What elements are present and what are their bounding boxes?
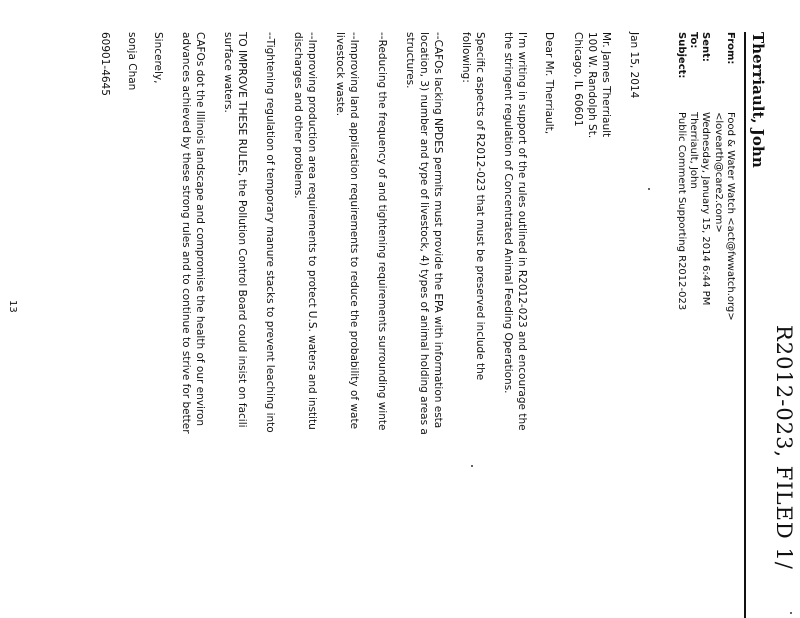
paragraph-line: following: [460, 32, 472, 83]
from-label: From: [725, 32, 736, 65]
address-line: 100 W. Randolph St. [586, 32, 598, 139]
paragraph-line: I'm writing in support of the rules outlined in R2012-023 and encourage the [516, 32, 528, 431]
bullet-line: location, 3) number and type of livestock, 4) types of animal holding areas a [418, 32, 430, 435]
page-number: 13 [7, 300, 18, 313]
bullet-line: --CAFOs lacking NPDES permits must provide the EPA with information esta [432, 32, 444, 429]
scan-speck [648, 188, 650, 190]
bullet-line: --Improving land application requirements to reduce the probability of wate [348, 32, 360, 430]
to-label: To: [688, 32, 699, 49]
from-value-line-2: <lovearth@care2.com> [713, 112, 724, 233]
bullet-line: --Improving production area requirements to protect U.S. waters and institu [306, 32, 318, 430]
sent-value: Wednesday, January 15, 2014 6:44 PM [700, 112, 711, 306]
bullet-line: livestock waste. [334, 32, 346, 117]
scan-speck [471, 465, 473, 467]
closing: Sincerely, [152, 32, 164, 84]
letter-date: Jan 15, 2014 [628, 32, 640, 99]
address-line: Mr. James Therriault [600, 32, 612, 138]
bullet-line: --Tightening regulation of temporary manure stacks to prevent leaching into [264, 32, 276, 433]
filing-stamp: R2012-023, FILED 1/ [772, 325, 796, 570]
signer-zip: 60901-4645 [99, 32, 111, 96]
sender-name-heading: Therriault, John [749, 32, 767, 168]
paragraph-line: advances achieved by these strong rules and to continue to strive for better [180, 32, 192, 434]
subject-label: Subject: [676, 32, 687, 79]
paragraph-line: TO IMPROVE THESE RULES, the Pollution Control Board could insist on facili [236, 32, 248, 428]
from-value: Food & Water Watch <act@fwwatch.org> [725, 112, 736, 321]
to-value: Therriault, John [688, 112, 699, 189]
paragraph-line: CAFOs dot the Illinois landscape and compromise the health of our environ [194, 32, 206, 427]
bullet-line: structures. [404, 32, 416, 89]
address-line: Chicago, IL 60601 [572, 32, 584, 127]
bullet-line: --Reducing the frequency of and tightening requirements surrounding winte [376, 32, 388, 431]
bullet-line: discharges and other problems. [292, 32, 304, 199]
header-divider [744, 32, 746, 618]
paragraph-line: Specific aspects of R2012-023 that must be preserved include the [474, 32, 486, 381]
sent-label: Sent: [700, 32, 711, 62]
scan-speck [790, 612, 792, 614]
paragraph-line: surface waters. [222, 32, 234, 113]
paragraph-line: the stringent regulation of Concentrated Animal Feeding Operations. [502, 32, 514, 394]
salutation: Dear Mr. Therriault, [543, 32, 555, 135]
signer-name: sonja Chan [126, 32, 138, 91]
subject-value: Public Comment Supporting R2012-023 [676, 112, 687, 311]
